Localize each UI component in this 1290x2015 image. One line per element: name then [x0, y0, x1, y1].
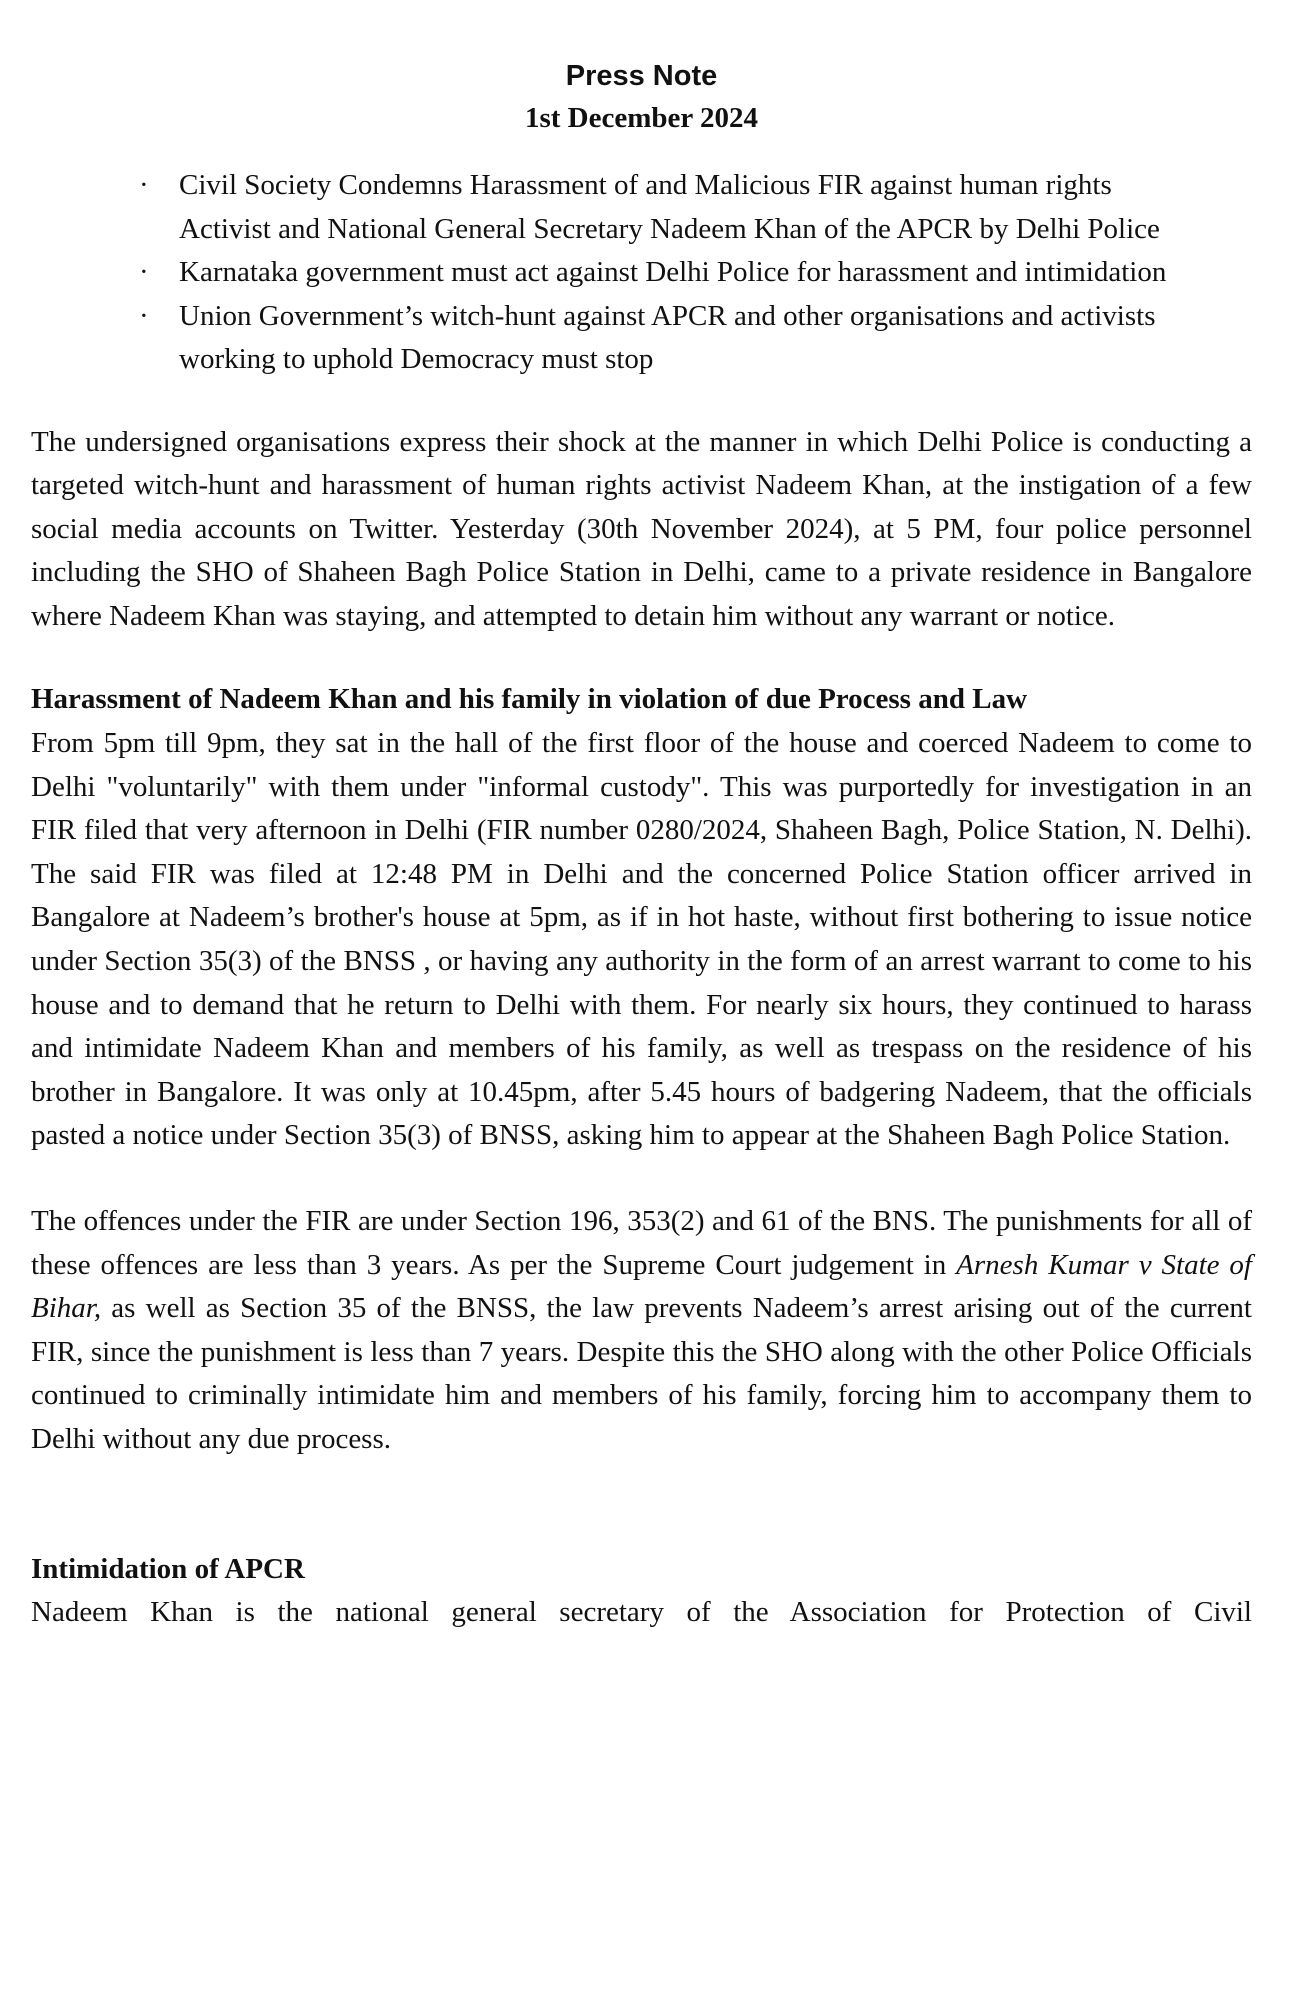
bullet-marker: ·: [139, 169, 149, 201]
harassment-paragraph: From 5pm till 9pm, they sat in the hall of the first floor of the house and coerced Nadeem to come to Delhi "voluntarily" with them under "informal custody". This was purportedly for investigation in an FIR filed that very afternoon in Delhi (FIR number 0280/2024, Shaheen Bagh, Police Station, N. Delhi). The said FIR was filed at 12:48 PM in Delhi and the concerned Police Station officer arrived in Bangalore at Nadeem’s brother's house at 5pm, as if in hot haste, without first bothering to issue notice under Section 35(3) of the BNSS , or having any authority in the form of an arrest warrant to come to his house and to demand that he return to Delhi with them. For nearly six hours, they continued to harass and intimidate Nadeem Khan and members of his family, as well as trespass on the residence of his brother in Bangalore. It was only at 10.45pm, after 5.45 hours of badgering Nadeem, that the officials pasted a notice under Section 35(3) of BNSS, asking him to appear at the Shaheen Bagh Police Station.: [31, 727, 1252, 1152]
summary-bullet-text: Union Government’s witch-hunt against APCR and other organisations and activists working to uphold Democracy must stop: [179, 299, 1156, 375]
bullet-marker: ·: [139, 256, 149, 288]
summary-bullet-list: [31, 164, 1252, 382]
offences-text-start: The offences under the FIR are under Section 196, 353(2) and 61 of the BNS. The punishments for all of these offences are less than 3 years. As per the Supreme Court judgement in: [31, 1205, 1252, 1281]
section-heading-harassment: Harassment of Nadeem Khan and his family in violation of due Process and Law: [31, 683, 1028, 716]
summary-bullet: [139, 164, 1252, 251]
document-title: Press Note: [565, 60, 718, 92]
offences-text-end: as well as Section 35 of the BNSS, the law prevents Nadeem’s arrest arising out of the current FIR, since the punishment is less than 7 years. Despite this the SHO along with the other Police Officials continued to criminally intimidate him and members of his family, forcing him to accompany them to Delhi without any due process.: [31, 1292, 1252, 1455]
summary-bullet-text: Civil Society Condemns Harassment of and Malicious FIR against human rights Activist and National General Secretary Nadeem Khan of the APCR by Delhi Police: [179, 169, 1160, 245]
document-date: 1st December 2024: [524, 102, 758, 134]
offences-paragraph: [31, 1200, 1252, 1462]
section-heading-intimidation: Intimidation of APCR: [31, 1552, 305, 1585]
summary-bullet: [139, 295, 1252, 382]
bullet-marker: ·: [139, 299, 149, 332]
intimidation-paragraph: Nadeem Khan is the national general secretary of the Association for Protection of Civil: [31, 1596, 1252, 1629]
summary-bullet-text: Karnataka government must act against Delhi Police for harassment and intimidation: [179, 256, 1167, 288]
case-citation: Arnesh Kumar v State of Bihar,: [31, 1248, 1252, 1325]
intro-paragraph: The undersigned organisations express their shock at the manner in which Delhi Police is conducting a targeted witch-hunt and harassment of human rights activist Nadeem Khan, at the instigation of a few social media accounts on Twitter. Yesterday (30th November 2024), at 5 PM, four police personnel including the SHO of Shaheen Bagh Police Station in Delhi, came to a private residence in Bangalore where Nadeem Khan was staying, and attempted to detain him without any warrant or notice.: [31, 425, 1252, 632]
summary-bullet: [139, 251, 1252, 295]
